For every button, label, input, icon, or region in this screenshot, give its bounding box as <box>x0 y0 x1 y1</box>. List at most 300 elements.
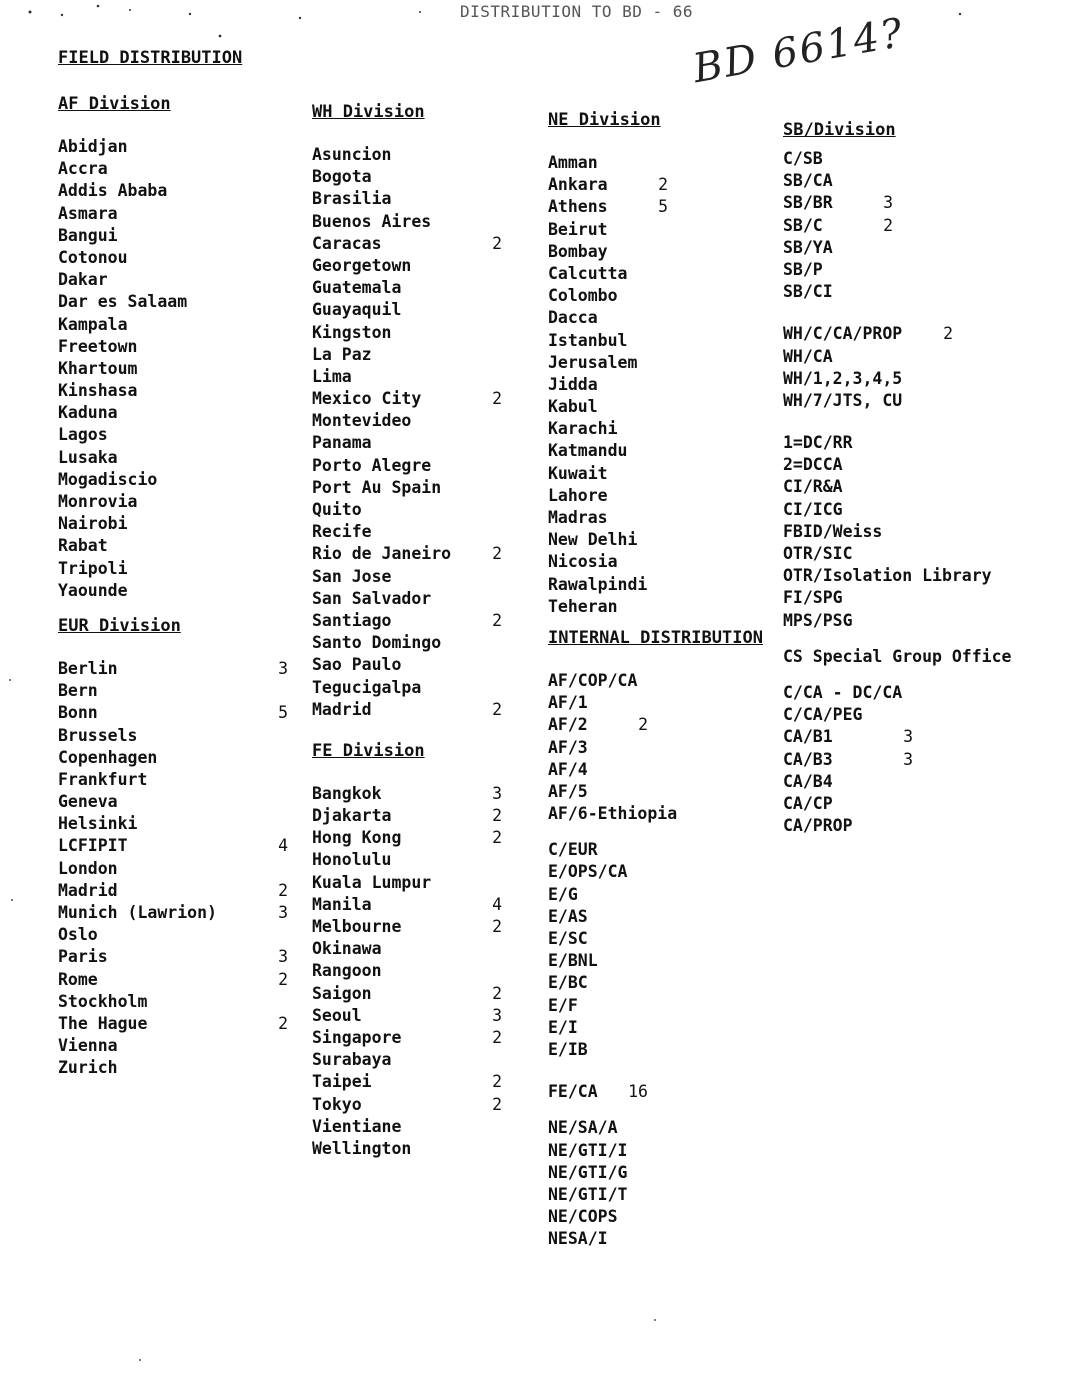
item-name: Dakar <box>58 270 108 290</box>
list-item <box>548 995 648 1017</box>
item-name: San Jose <box>312 566 392 586</box>
item-count: 16 <box>628 1082 648 1102</box>
list-item <box>548 1162 648 1184</box>
list-item <box>312 521 502 543</box>
item-name: WH/CA <box>783 346 833 366</box>
list-item <box>312 872 502 894</box>
list-item <box>58 158 288 180</box>
item-name: Kuala Lumpur <box>312 872 432 892</box>
list-item <box>783 499 1053 521</box>
list-item <box>58 747 288 769</box>
list-item <box>58 136 288 158</box>
item-name: E/G <box>548 884 578 904</box>
item-count: 3 <box>883 193 893 213</box>
list-item <box>548 241 668 263</box>
item-name: Montevideo <box>312 411 412 431</box>
list-item <box>783 704 913 726</box>
list-item <box>548 972 648 994</box>
list-item <box>312 699 502 721</box>
item-name: SB/YA <box>783 237 833 257</box>
item-count <box>1043 476 1053 498</box>
list-item <box>312 938 502 960</box>
item-count <box>278 136 288 158</box>
item-name: Abidjan <box>58 137 128 156</box>
item-count: 2 <box>492 544 502 564</box>
item-name: Geneva <box>58 792 118 812</box>
list-item <box>58 769 288 791</box>
eur-division-list <box>58 658 288 1080</box>
list-item <box>312 894 502 916</box>
internal-af-list <box>548 670 678 825</box>
list-item <box>58 924 288 946</box>
list-item <box>548 440 668 462</box>
list-item <box>783 726 913 748</box>
item-name: Hong Kong <box>312 828 402 848</box>
item-name: Zurich <box>58 1058 118 1078</box>
item-count <box>278 203 288 225</box>
item-count <box>492 410 502 432</box>
list-item <box>548 714 648 736</box>
wh-division-heading: WH Division <box>312 102 425 122</box>
item-name: Brasilia <box>312 189 392 209</box>
item-count: 3 <box>492 783 502 803</box>
item-count <box>1043 543 1053 565</box>
item-name: CA/B3 <box>783 749 833 769</box>
item-name: Vienna <box>58 1036 118 1056</box>
list-item <box>783 215 893 237</box>
item-count <box>638 1117 648 1139</box>
list-item <box>783 390 953 412</box>
list-item <box>58 658 288 680</box>
item-count <box>492 1116 502 1138</box>
list-item <box>783 771 913 793</box>
item-count: 2 <box>492 233 502 253</box>
list-item <box>548 463 668 485</box>
list-item <box>312 805 502 827</box>
item-count <box>638 839 648 861</box>
item-name: Brussels <box>58 725 138 745</box>
item-name: Manila <box>312 894 372 914</box>
item-count <box>658 507 668 529</box>
list-item <box>58 225 288 247</box>
item-count <box>1043 432 1053 454</box>
item-count: 2 <box>278 969 288 989</box>
item-count <box>492 654 502 676</box>
item-name: AF/5 <box>548 781 588 801</box>
special-group-label: CS Special Group Office <box>783 646 1012 666</box>
list-item <box>58 491 288 513</box>
item-count <box>638 1017 648 1039</box>
item-count <box>278 791 288 813</box>
sb-wh-list <box>783 323 953 412</box>
item-name: NE/GTI/G <box>548 1162 628 1182</box>
item-name: Honolulu <box>312 850 392 870</box>
item-name: E/BC <box>548 973 588 993</box>
item-name: Bangui <box>58 225 118 245</box>
item-name: The Hague <box>58 1013 148 1033</box>
item-name: Beirut <box>548 219 608 239</box>
item-count <box>658 418 668 440</box>
item-count <box>492 322 502 344</box>
item-name: CA/B1 <box>783 727 833 747</box>
item-name: C/CA/PEG <box>783 705 863 725</box>
item-count <box>638 692 648 714</box>
item-name: Surabaya <box>312 1050 392 1070</box>
item-name: C/CA - DC/CA <box>783 682 903 702</box>
list-item <box>58 946 288 968</box>
list-item <box>548 861 648 883</box>
item-count: 2 <box>492 699 502 719</box>
item-name: Tripoli <box>58 558 128 578</box>
internal-ne-list <box>548 1117 648 1272</box>
item-name: Katmandu <box>548 441 628 461</box>
item-name: La Paz <box>312 344 372 364</box>
list-item <box>58 1013 288 1035</box>
list-item <box>548 307 668 329</box>
item-name: Bombay <box>548 241 608 261</box>
list-item <box>548 152 668 174</box>
list-item <box>58 680 288 702</box>
list-item <box>312 277 502 299</box>
item-name: SB/C <box>783 215 823 235</box>
item-count <box>638 1184 648 1206</box>
list-item <box>548 1017 648 1039</box>
item-count <box>638 781 648 803</box>
item-name: Nairobi <box>58 514 128 534</box>
item-count <box>278 291 288 313</box>
item-count <box>278 247 288 269</box>
list-item <box>548 803 678 825</box>
list-item <box>548 174 668 196</box>
item-name: E/AS <box>548 906 588 926</box>
item-name: AF/2 <box>548 715 588 735</box>
item-count <box>278 747 288 769</box>
list-item <box>58 1057 288 1079</box>
item-count <box>492 632 502 654</box>
item-count: 2 <box>492 389 502 409</box>
internal-eur-list <box>548 839 648 1061</box>
item-count <box>658 152 668 174</box>
item-count <box>492 872 502 894</box>
item-name: CI/ICG <box>783 499 843 519</box>
item-count <box>638 1250 648 1272</box>
item-count <box>278 580 288 602</box>
list-item <box>548 1228 648 1250</box>
list-item <box>312 1116 502 1138</box>
item-name: Madrid <box>312 699 372 719</box>
item-count <box>658 330 668 352</box>
item-name: Tokyo <box>312 1094 362 1114</box>
item-name: FE/CA <box>548 1082 598 1102</box>
item-name: Panama <box>312 433 372 453</box>
item-name: Dacca <box>548 308 598 328</box>
item-count <box>278 469 288 491</box>
item-count <box>278 558 288 580</box>
item-name: Ankara <box>548 175 608 195</box>
item-count <box>658 440 668 462</box>
item-count <box>278 447 288 469</box>
item-name: Djakarta <box>312 806 392 826</box>
item-count <box>492 1138 502 1160</box>
item-name: Accra <box>58 159 108 179</box>
item-name: Rio de Janeiro <box>312 544 452 564</box>
list-item <box>58 791 288 813</box>
list-item <box>58 380 288 402</box>
item-count <box>492 849 502 871</box>
list-item <box>783 170 893 192</box>
item-count <box>658 263 668 285</box>
item-count <box>278 225 288 247</box>
field-distribution-heading: FIELD DISTRIBUTION <box>58 48 243 68</box>
item-count <box>278 769 288 791</box>
item-name: MPS/PSG <box>783 610 853 630</box>
item-count <box>903 704 913 726</box>
item-count <box>492 344 502 366</box>
item-name: Helsinki <box>58 814 138 834</box>
item-name: Frankfurt <box>58 769 148 789</box>
item-name: Rawalpindi <box>548 574 648 594</box>
item-count: 4 <box>492 894 502 914</box>
item-count <box>278 725 288 747</box>
item-name: SB/CA <box>783 171 833 191</box>
item-count: 3 <box>278 658 288 678</box>
list-item <box>783 148 893 170</box>
item-name: C/EUR <box>548 840 598 860</box>
list-item <box>58 469 288 491</box>
item-count: 2 <box>492 917 502 936</box>
list-item <box>58 447 288 469</box>
item-name: Berlin <box>58 658 118 678</box>
item-name: Asuncion <box>312 145 392 164</box>
item-name: Santiago <box>312 610 392 630</box>
list-item <box>548 551 668 573</box>
item-count <box>903 815 913 837</box>
item-count <box>638 995 648 1017</box>
item-count: 3 <box>903 749 913 769</box>
list-item <box>312 677 502 699</box>
item-name: NE/SA/A <box>548 1118 618 1138</box>
list-item <box>312 211 502 233</box>
item-count <box>492 366 502 388</box>
list-item <box>58 969 288 991</box>
item-count: 2 <box>492 806 502 826</box>
item-name: E/I <box>548 1017 578 1037</box>
item-count <box>492 432 502 454</box>
item-name: Bangkok <box>312 783 382 803</box>
item-count <box>278 424 288 446</box>
item-name: Wellington <box>312 1138 412 1158</box>
item-count: 2 <box>492 828 502 848</box>
list-item <box>548 1081 648 1103</box>
item-name: Bonn <box>58 703 98 723</box>
item-count <box>492 166 502 188</box>
sb-misc-list <box>783 432 1053 632</box>
list-item <box>783 432 1053 454</box>
item-count <box>492 938 502 960</box>
column-wh-fe <box>312 102 502 1160</box>
item-name: Bogota <box>312 167 372 187</box>
item-name: C/SB <box>783 149 823 168</box>
item-name: Okinawa <box>312 939 382 959</box>
list-item <box>548 574 668 596</box>
list-item <box>312 916 502 938</box>
list-item <box>783 682 913 704</box>
list-item <box>783 323 953 345</box>
list-item <box>548 950 648 972</box>
list-item <box>548 906 648 928</box>
item-count <box>492 588 502 610</box>
af-division-list <box>58 136 288 602</box>
item-count <box>278 1035 288 1057</box>
item-name: Port Au Spain <box>312 477 442 497</box>
item-count <box>278 380 288 402</box>
item-name: NE/GTI/T <box>548 1184 628 1204</box>
item-name: Colombo <box>548 286 618 306</box>
item-name: E/IB <box>548 1039 588 1059</box>
list-item <box>312 566 502 588</box>
item-name: AF/6-Ethiopia <box>548 804 678 824</box>
list-item <box>58 180 288 202</box>
list-item <box>548 596 668 618</box>
item-name: Rangoon <box>312 961 382 981</box>
item-name: E/SC <box>548 929 588 948</box>
list-item <box>783 259 893 281</box>
list-item <box>783 192 893 214</box>
item-name: NE/GTI/I <box>548 1140 628 1160</box>
list-item <box>58 314 288 336</box>
item-count <box>883 237 893 259</box>
item-count: 2 <box>492 1027 502 1047</box>
item-count: 4 <box>278 836 288 856</box>
item-name: New Delhi <box>548 530 638 550</box>
list-item <box>548 285 668 307</box>
list-item <box>312 543 502 565</box>
item-count <box>658 463 668 485</box>
item-name: Bern <box>58 681 98 701</box>
list-item <box>312 255 502 277</box>
item-name: Rome <box>58 969 98 989</box>
list-item <box>58 291 288 313</box>
item-count <box>492 144 502 166</box>
list-item <box>312 588 502 610</box>
item-name: Teheran <box>548 596 618 616</box>
column-ne-internal <box>548 110 763 1273</box>
item-name: Buenos Aires <box>312 211 432 231</box>
item-name: Dar es Salaam <box>58 292 188 312</box>
item-count <box>638 861 648 883</box>
fe-division-list <box>312 783 502 1160</box>
list-item <box>783 565 1053 587</box>
list-item <box>312 322 502 344</box>
list-item <box>548 396 668 418</box>
item-count <box>492 188 502 210</box>
item-count <box>658 285 668 307</box>
list-item <box>312 1138 502 1160</box>
list-item <box>58 513 288 535</box>
item-name: Kingston <box>312 322 392 342</box>
list-item <box>58 358 288 380</box>
item-name: Mogadiscio <box>58 469 158 489</box>
list-item <box>312 455 502 477</box>
list-item <box>312 1049 502 1071</box>
list-item <box>58 835 288 857</box>
item-count <box>658 596 668 618</box>
item-name: Saigon <box>312 983 372 1003</box>
item-count: 2 <box>943 324 953 344</box>
item-name: Caracas <box>312 233 382 253</box>
item-count <box>1043 454 1053 476</box>
item-count <box>658 219 668 241</box>
list-item <box>312 632 502 654</box>
item-name: Istanbul <box>548 330 628 350</box>
list-item <box>58 535 288 557</box>
item-name: Recife <box>312 522 372 542</box>
item-name: CA/B4 <box>783 771 833 791</box>
item-count <box>943 390 953 412</box>
ne-division-heading: NE Division <box>548 110 661 130</box>
list-item <box>548 1184 648 1206</box>
list-item <box>312 144 502 166</box>
item-name: Porto Alegre <box>312 455 432 475</box>
item-name: Oslo <box>58 925 98 945</box>
item-name: Paris <box>58 947 108 967</box>
list-item <box>312 477 502 499</box>
item-name: CI/R&A <box>783 477 843 497</box>
list-item <box>312 410 502 432</box>
item-count <box>278 358 288 380</box>
item-count <box>943 346 953 368</box>
item-name: Freetown <box>58 336 138 356</box>
item-count <box>492 255 502 277</box>
item-name: Tegucigalpa <box>312 677 422 697</box>
item-name: Munich (Lawrion) <box>58 903 217 922</box>
item-count <box>492 677 502 699</box>
list-item <box>548 529 668 551</box>
item-name: Cotonou <box>58 247 128 267</box>
list-item <box>58 203 288 225</box>
list-item <box>548 670 648 692</box>
list-item <box>548 1039 648 1061</box>
list-item <box>58 247 288 269</box>
item-count: 2 <box>492 1094 502 1114</box>
item-name: AF/4 <box>548 759 588 779</box>
item-count <box>638 884 648 906</box>
list-item <box>312 1027 502 1049</box>
item-count <box>278 158 288 180</box>
list-item <box>548 219 668 241</box>
list-item <box>548 1206 648 1228</box>
item-count: 2 <box>638 715 648 735</box>
list-item <box>312 432 502 454</box>
item-name: Nicosia <box>548 552 618 572</box>
item-name: Kaduna <box>58 403 118 423</box>
item-name: Seoul <box>312 1005 362 1025</box>
list-item <box>312 610 502 632</box>
list-item <box>783 476 1053 498</box>
item-name: Georgetown <box>312 255 412 275</box>
item-name: 2=DCCA <box>783 455 843 475</box>
item-count <box>1043 610 1053 632</box>
list-item <box>312 188 502 210</box>
sb-division-list <box>783 148 893 303</box>
item-count <box>658 396 668 418</box>
item-count <box>278 491 288 513</box>
list-item <box>548 352 668 374</box>
item-count <box>278 402 288 424</box>
list-item <box>548 781 648 803</box>
item-count <box>492 499 502 521</box>
item-name: Jidda <box>548 374 598 394</box>
